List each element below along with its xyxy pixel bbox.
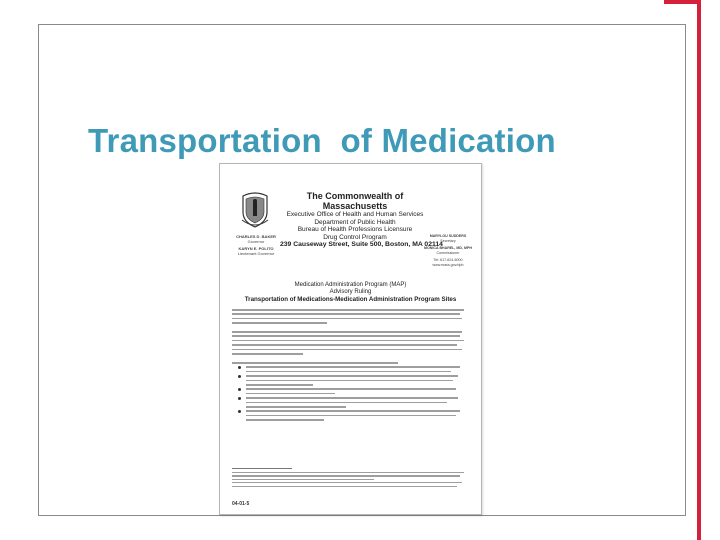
bureau-name: Bureau of Health Professions Licensure — [297, 226, 413, 233]
address: 239 Causeway Street, Suite 500, Boston, MA 02114 — [280, 241, 443, 248]
org-name: The Commonwealth of Massachusetts — [306, 191, 404, 211]
secretary-name: MARYLOU SUDDERS — [429, 234, 467, 238]
governor-block — [230, 234, 282, 256]
ruling-subject: Transportation of Medications-Medication Administration Program Sites — [244, 296, 457, 303]
lt-governor-title: Lieutenant Governor — [237, 251, 275, 256]
secretary-title: Secretary — [440, 239, 456, 243]
governor-title: Governor — [247, 239, 265, 244]
program-name: Drug Control Program — [323, 233, 387, 241]
list-item — [232, 410, 469, 420]
footnotes — [232, 472, 469, 489]
document-page — [219, 163, 482, 515]
document-header — [280, 191, 443, 249]
massachusetts-seal-icon — [240, 190, 270, 228]
slide-title: Transportation of Medication — [88, 122, 556, 159]
accent-corner — [664, 0, 701, 4]
list-item — [232, 388, 469, 394]
commissioner-name: MONICA BHAREL, MD, MPH — [424, 246, 472, 250]
office-name: Executive Office of Health and Human Services — [286, 211, 424, 218]
paragraph-1 — [232, 309, 469, 327]
paragraph-2 — [232, 331, 469, 357]
list-item — [232, 375, 469, 385]
department-name: Department of Public Health — [314, 218, 396, 226]
governor-name: CHARLES D. BAKER — [236, 234, 276, 239]
phone: Tel: 617-624-6000 — [433, 258, 463, 262]
footnote-divider — [232, 468, 292, 469]
secretary-block — [423, 234, 473, 268]
list-item — [232, 397, 469, 407]
website: www.mass.gov/dph — [432, 263, 464, 267]
ruling-program: Medication Administration Program (MAP) — [294, 282, 407, 288]
document-code: 04-01-5 — [232, 501, 250, 507]
accent-bar — [697, 0, 701, 540]
commissioner-title: Commissioner — [436, 251, 460, 255]
ruling-type: Advisory Ruling — [329, 289, 372, 295]
bullet-list — [232, 362, 469, 423]
advisory-ruling-title — [232, 282, 469, 303]
lt-governor-name: KARYN E. POLITO — [238, 246, 274, 251]
list-item — [232, 366, 469, 372]
